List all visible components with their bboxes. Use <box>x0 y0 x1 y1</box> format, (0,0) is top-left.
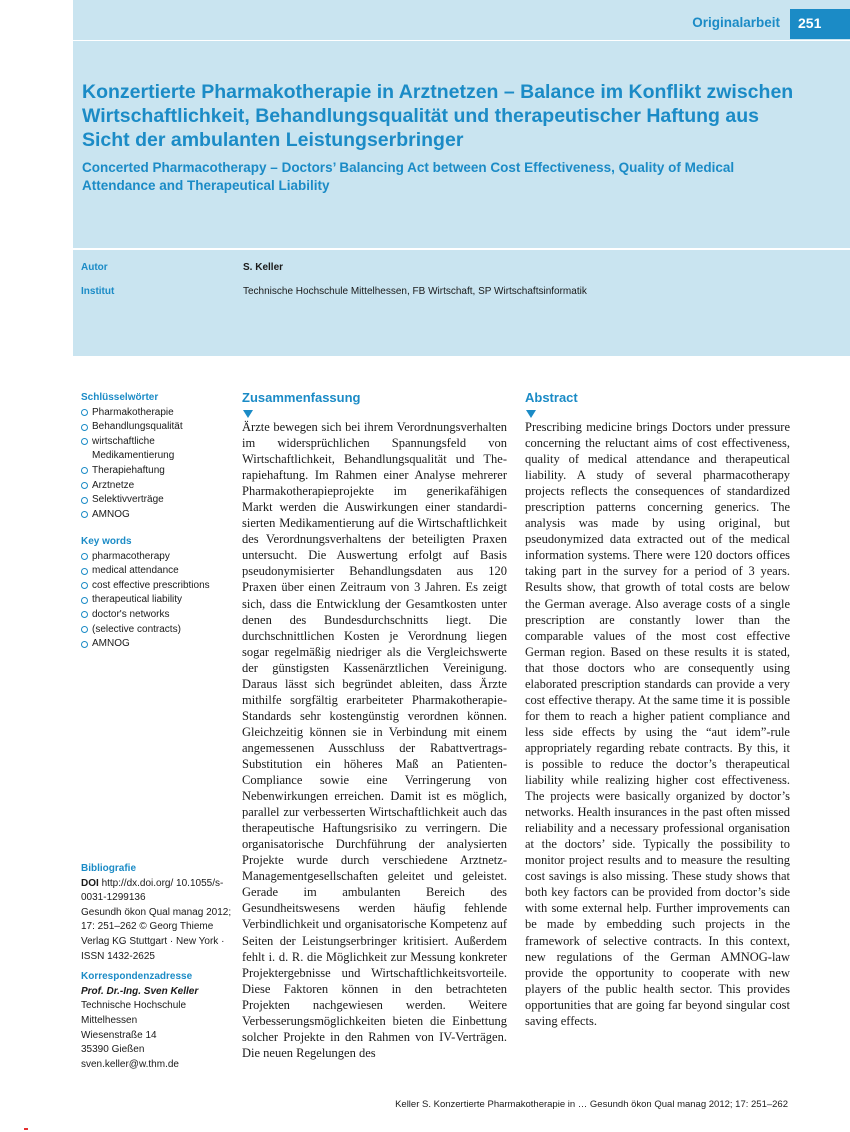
author-label: Autor <box>81 262 108 273</box>
address-line: Mittelhessen <box>81 1014 138 1026</box>
summary-german-heading: Zusammenfassung <box>242 390 361 405</box>
abstract-english-column <box>525 390 790 1029</box>
keywords-english-list <box>81 550 231 652</box>
abstract-english-text: Prescribing medicine brings Doctors under pressure concerning the reluctant aims of cost effectiveness, quality of medical attendance and therapeutical liability. A study of several pharmacotherapy projects reflects the consequences of standardized prescription patterns concerning generics. The analysis was made by using original, but pseudonymized data extracted out of the medical information systems. There were 120 doctors offices taking part in the survey for a period of 3 years. Results show, that growth of total costs are below the German average. Also average costs of a single prescription are constantly lower than the comparable values of the most cost effective German region. Based on these results it is stated, that those doctors who are consequently using elaborated prescription standards can provide a very cost effective therapy. At the same time it is possible for them to reach a higher patient compliance and less side effects by using the “aut idem”-rule appropriately regarding rebate contracts. By this, it is possible to reduce the doctor’s therapeutical liability while realizing higher cost effectiveness. The projects were basically organized by doctor’s networks. Health insurances in the past often missed reliability and a necessary professional organisation at the doctors’ side. Typically the possibility to monitor project results and to measure the resulting cost savings is also missing. These study shows that both key factors can be provided from doctor’s side with some external help. Further improvements can be made by embedding such projects in the framework of selective contracts. In this context, new regulations of the German AMNOG-law provide the opportunity to cooperate with new players of the public health sector. This provides opportunities that are going far beyond singular cost saving effects. <box>525 420 790 1028</box>
doi-line <box>81 877 241 906</box>
keywords-german <box>81 391 231 522</box>
bullet-icon <box>81 626 88 633</box>
bullet-icon <box>81 641 88 648</box>
doi-label: DOI <box>81 877 99 889</box>
triangle-down-icon <box>526 410 536 418</box>
keyword-item: doctor's networks <box>81 608 231 623</box>
bullet-icon <box>81 511 88 518</box>
correspondence-name: Prof. Dr.-Ing. Sven Keller <box>81 985 199 997</box>
keyword-item: cost effective prescribtions <box>81 579 231 594</box>
red-mark <box>24 1128 28 1130</box>
institute-label: Institut <box>81 286 115 297</box>
keywords-german-list <box>81 406 231 523</box>
summary-german-text: Ärzte bewegen sich bei ihrem Verordnungsverhalten im widersprüchlichen Spannungsfeld von Wirtschaftlichkeit, Behandlungsqualität und Therapiehaftung. Im Rahmen einer Analyse mehrerer Pharmakotherapieprojekte im generikafähigen Markt werden die Auswirkungen einer standardisierten Medikamentierung auf die Wirtschaftlichkeit des Verordnungsverhaltens der beteiligten Praxen untersucht. Die Auswertung erfolgt auf Basis pseudonymisierter Behandlungsdaten aus 120 Praxen über einen Zeitraum von 3 Jahren. Es zeigt sich, dass die Entwicklung der Gesamtkosten unter denen des Bundesdurchschnitts liegt. Die durchschnittlichen Kosten je Verordnung liegen sogar regelmäßig niedriger als die Vergleichswerte der günstigsten Kassenärztlichen Vereinigung. Daraus lässt sich begründet ableiten, dass Ärzte mithilfe sorgfältig erarbeiteter Pharmakotherapie-Standards sehr kostengünstig verordnen können. Gleichzeitig können sie in Verbindung mit einem angemessenen Ausschluss der Rabattvertrags-Substitution ein höheres Maß an Patienten-Compliance sowie eine Verringerung von Nebenwirkungen erreichen. Damit ist es möglich, parallel zur verbesserten Wirtschaftlichkeit auch das therapeutische Haftungsrisiko zu verringern. Die organisatorische Durchführung der analysierten Projekte wurde durch verschiedene Arztnetz-Managementgesellschaften geleitet und geleistet. Gerade im ambulanten Bereich des Gesundheitswesens werden häufig fehlende Verbindlichkeit und organisatorische Kompetenz auf Seiten der Leistungserbringer kritisiert. Außerdem fehlt i. d. R. die Möglichkeit zur Messung konkreter Projektergebnisse und Wirtschaftlichkeitsvorteile. Diese Faktoren können in den betrachteten Projekten nachgewiesen werden. Weitere Verbesserungsmöglichkeiten bieten die Einbettung solcher Projekte in den Rahmen von IV-Verträgen. Die neuen Regelungen des <box>242 420 507 1060</box>
institute-value: Technische Hochschule Mittelhessen, FB Wirtschaft, SP Wirtschaftsinformatik <box>243 286 587 297</box>
citation-text: Gesundh ökon Qual manag 2012; 17: 251–262 © Georg Thieme Verlag KG Stuttgart · New York · ISSN 1432-2625 <box>81 906 232 962</box>
page-number: 251 <box>790 9 850 39</box>
bullet-icon <box>81 482 88 489</box>
bibliography-heading: Bibliografie <box>81 863 137 874</box>
keyword-item: medical attendance <box>81 564 231 579</box>
bullet-icon <box>81 497 88 504</box>
keyword-item: Arztnetze <box>81 479 231 494</box>
address-line: 35390 Gießen <box>81 1044 145 1056</box>
bullet-icon <box>81 582 88 589</box>
bullet-icon <box>81 438 88 445</box>
keyword-item: (selective contracts) <box>81 623 231 638</box>
meta-band <box>73 250 850 356</box>
bullet-icon <box>81 568 88 575</box>
bibliography-block <box>81 862 241 1072</box>
keyword-item: Selektivverträge <box>81 493 231 508</box>
correspondence-heading: Korrespondenzadresse <box>81 971 193 983</box>
section-label: Originalarbeit <box>692 15 780 30</box>
footer-citation: Keller S. Konzertierte Pharmakotherapie in … Gesundh ökon Qual manag 2012; 17: 251–262 <box>395 1099 788 1110</box>
keywords-german-heading: Schlüsselwörter <box>81 392 159 403</box>
bullet-icon <box>81 553 88 560</box>
summary-german-column <box>242 390 507 1061</box>
keywords-english <box>81 535 231 652</box>
triangle-down-icon <box>243 410 253 418</box>
keyword-item: Pharmakotherapie <box>81 406 231 421</box>
bullet-icon <box>81 467 88 474</box>
bullet-icon <box>81 409 88 416</box>
email-link[interactable]: sven.keller@w.thm.de <box>81 1058 179 1070</box>
author-value: S. Keller <box>243 262 284 273</box>
article-title-german: Konzertierte Pharmakotherapie in Arztnetzen – Balance im Konflikt zwischen Wirtschaftlichkeit, Behandlungsqualität und therapeutischer Haftung aus Sicht der ambulanten Leistungserbringer <box>82 81 794 151</box>
address-line: Technische Hochschule <box>81 1000 187 1012</box>
keyword-item: pharmacotherapy <box>81 550 231 565</box>
keyword-item: Therapiehaftung <box>81 464 231 479</box>
keyword-item: AMNOG <box>81 508 231 523</box>
keyword-item: AMNOG <box>81 637 231 652</box>
address-line: Wiesenstraße 14 <box>81 1029 157 1041</box>
keyword-item: therapeutical liability <box>81 593 231 608</box>
keyword-item: wirtschaftliche Medikamentierung <box>81 435 231 464</box>
article-title-english: Concerted Pharmacotherapy – Doctors’ Balancing Act between Cost Effectiveness, Quality of Medical Attendance and Therapeutical Liability <box>82 160 735 193</box>
doi-link[interactable]: http://dx.doi.org/ 10.1055/s-0031-1299136 <box>81 877 224 904</box>
abstract-english-heading: Abstract <box>525 390 578 405</box>
bullet-icon <box>81 424 88 431</box>
bullet-icon <box>81 597 88 604</box>
keyword-item: Behandlungsqualität <box>81 420 231 435</box>
bullet-icon <box>81 611 88 618</box>
keywords-english-heading: Key words <box>81 536 132 547</box>
